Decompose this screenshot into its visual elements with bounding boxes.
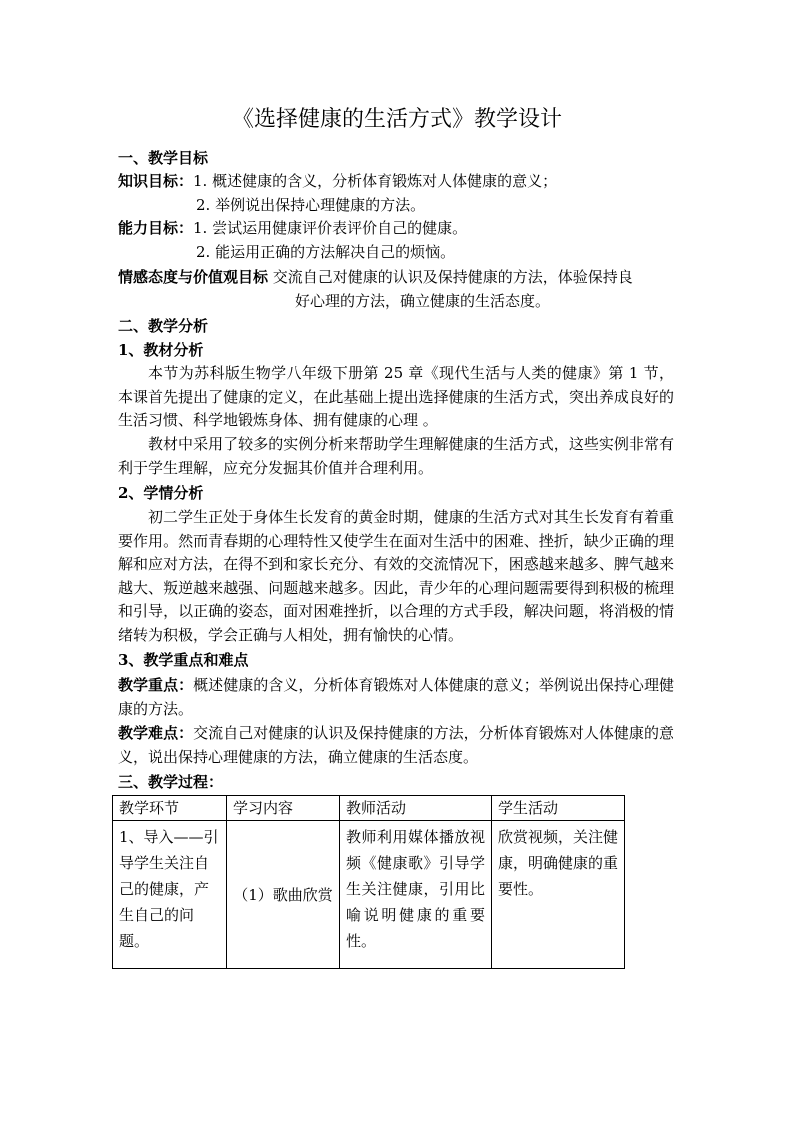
header-stage: 教学环节 bbox=[113, 796, 227, 821]
emotion-goal-text-2: 好心理的方法，确立健康的生活态度。 bbox=[295, 292, 551, 310]
difficult-points-text: 交流自己对健康的认识及保持健康的方法，分析体育锻炼对人体健康的意义，说出保持心理健康的方法，确立健康的生活态度。 bbox=[118, 724, 674, 766]
key-points-label: 教学重点： bbox=[118, 676, 194, 694]
ability-goal-label: 能力目标： bbox=[118, 219, 194, 237]
header-content: 学习内容 bbox=[227, 796, 340, 821]
key-points-paragraph bbox=[118, 674, 674, 721]
cell-student-activity: 欣赏视频，关注健康，明确健康的重要性。 bbox=[492, 821, 625, 969]
knowledge-goal-item-1: 1. 概述健康的含义，分析体育锻炼对人体健康的意义； bbox=[193, 172, 558, 190]
key-points-text: 概述健康的含义，分析体育锻炼对人体健康的意义；举例说出保持心理健康的方法。 bbox=[118, 676, 674, 718]
table-header-row bbox=[113, 796, 625, 821]
textbook-analysis-paragraph-2: 教材中采用了较多的实例分析来帮助学生理解健康的生活方式，这些实例非常有利于学生理解，应充分发掘其价值并合理利用。 bbox=[118, 435, 674, 477]
header-teacher-activity: 教师活动 bbox=[340, 796, 492, 821]
key-difficult-heading: 3、教学重点和难点 bbox=[118, 651, 249, 669]
difficult-points-label: 教学难点： bbox=[118, 724, 194, 742]
section-1-heading: 一、教学目标 bbox=[118, 149, 209, 167]
knowledge-goal-label: 知识目标： bbox=[118, 172, 194, 190]
ability-goal-item-1: 1. 尝试运用健康评价表评价自己的健康。 bbox=[193, 219, 468, 237]
teaching-process-table bbox=[112, 795, 625, 969]
header-student-activity: 学生活动 bbox=[492, 796, 625, 821]
section-2-heading: 二、教学分析 bbox=[118, 317, 209, 335]
table-row bbox=[113, 821, 625, 969]
emotion-goal-line-1 bbox=[118, 266, 633, 289]
cell-teacher-activity: 教师利用媒体播放视频《健康歌》引导学生关注健康，引用比喻说明健康的重要性。 bbox=[340, 821, 492, 969]
ability-goal-line-1 bbox=[118, 217, 467, 240]
emotion-goal-text-1: 交流自己对健康的认识及保持健康的方法，体验保持良 bbox=[268, 268, 633, 286]
cell-stage: 1、导入——引导学生关注自己的健康，产生自己的问题。 bbox=[113, 821, 227, 969]
difficult-points-paragraph bbox=[118, 722, 674, 769]
textbook-analysis-heading: 1、教材分析 bbox=[118, 341, 204, 359]
document-title: 《选择健康的生活方式》教学设计 bbox=[231, 107, 562, 132]
ability-goal-item-2: 2. 能运用正确的方法解决自己的烦恼。 bbox=[196, 243, 456, 261]
student-analysis-heading: 2、学情分析 bbox=[118, 484, 204, 502]
textbook-analysis-paragraph-1: 本节为苏科版生物学八年级下册第 25 章《现代生活与人类的健康》第 1 节，本课首先提出了健康的定义，在此基础上提出选择健康的生活方式，突出养成良好的生活习惯、科学地锻炼身体、拥有健康的心理 。 bbox=[118, 364, 674, 429]
knowledge-goal-item-2: 2. 举例说出保持心理健康的方法。 bbox=[196, 196, 426, 214]
student-analysis-paragraph: 初二学生正处于身体生长发育的黄金时期，健康的生活方式对其生长发育有着重要作用。然而青春期的心理特性又使学生在面对生活中的困难、挫折，缺少正确的理解和应对方法，在得不到和家长充分、有效的交流情况下，困惑越来越多、脾气越来越大、叛逆越来越强、问题越来越多。因此，青少年的心理问题需要得到积极的梳理和引导，以正确的姿态，面对困难挫折，以合理的方式手段，解决问题，将消极的情绪转为积极，学会正确与人相处，拥有愉快的心情。 bbox=[118, 508, 674, 644]
emotion-goal-label: 情感态度与价值观目标 bbox=[118, 268, 269, 286]
knowledge-goal-line-1 bbox=[118, 170, 557, 193]
cell-content: （1）歌曲欣赏 bbox=[227, 821, 340, 969]
section-3-heading: 三、教学过程： bbox=[118, 773, 224, 791]
